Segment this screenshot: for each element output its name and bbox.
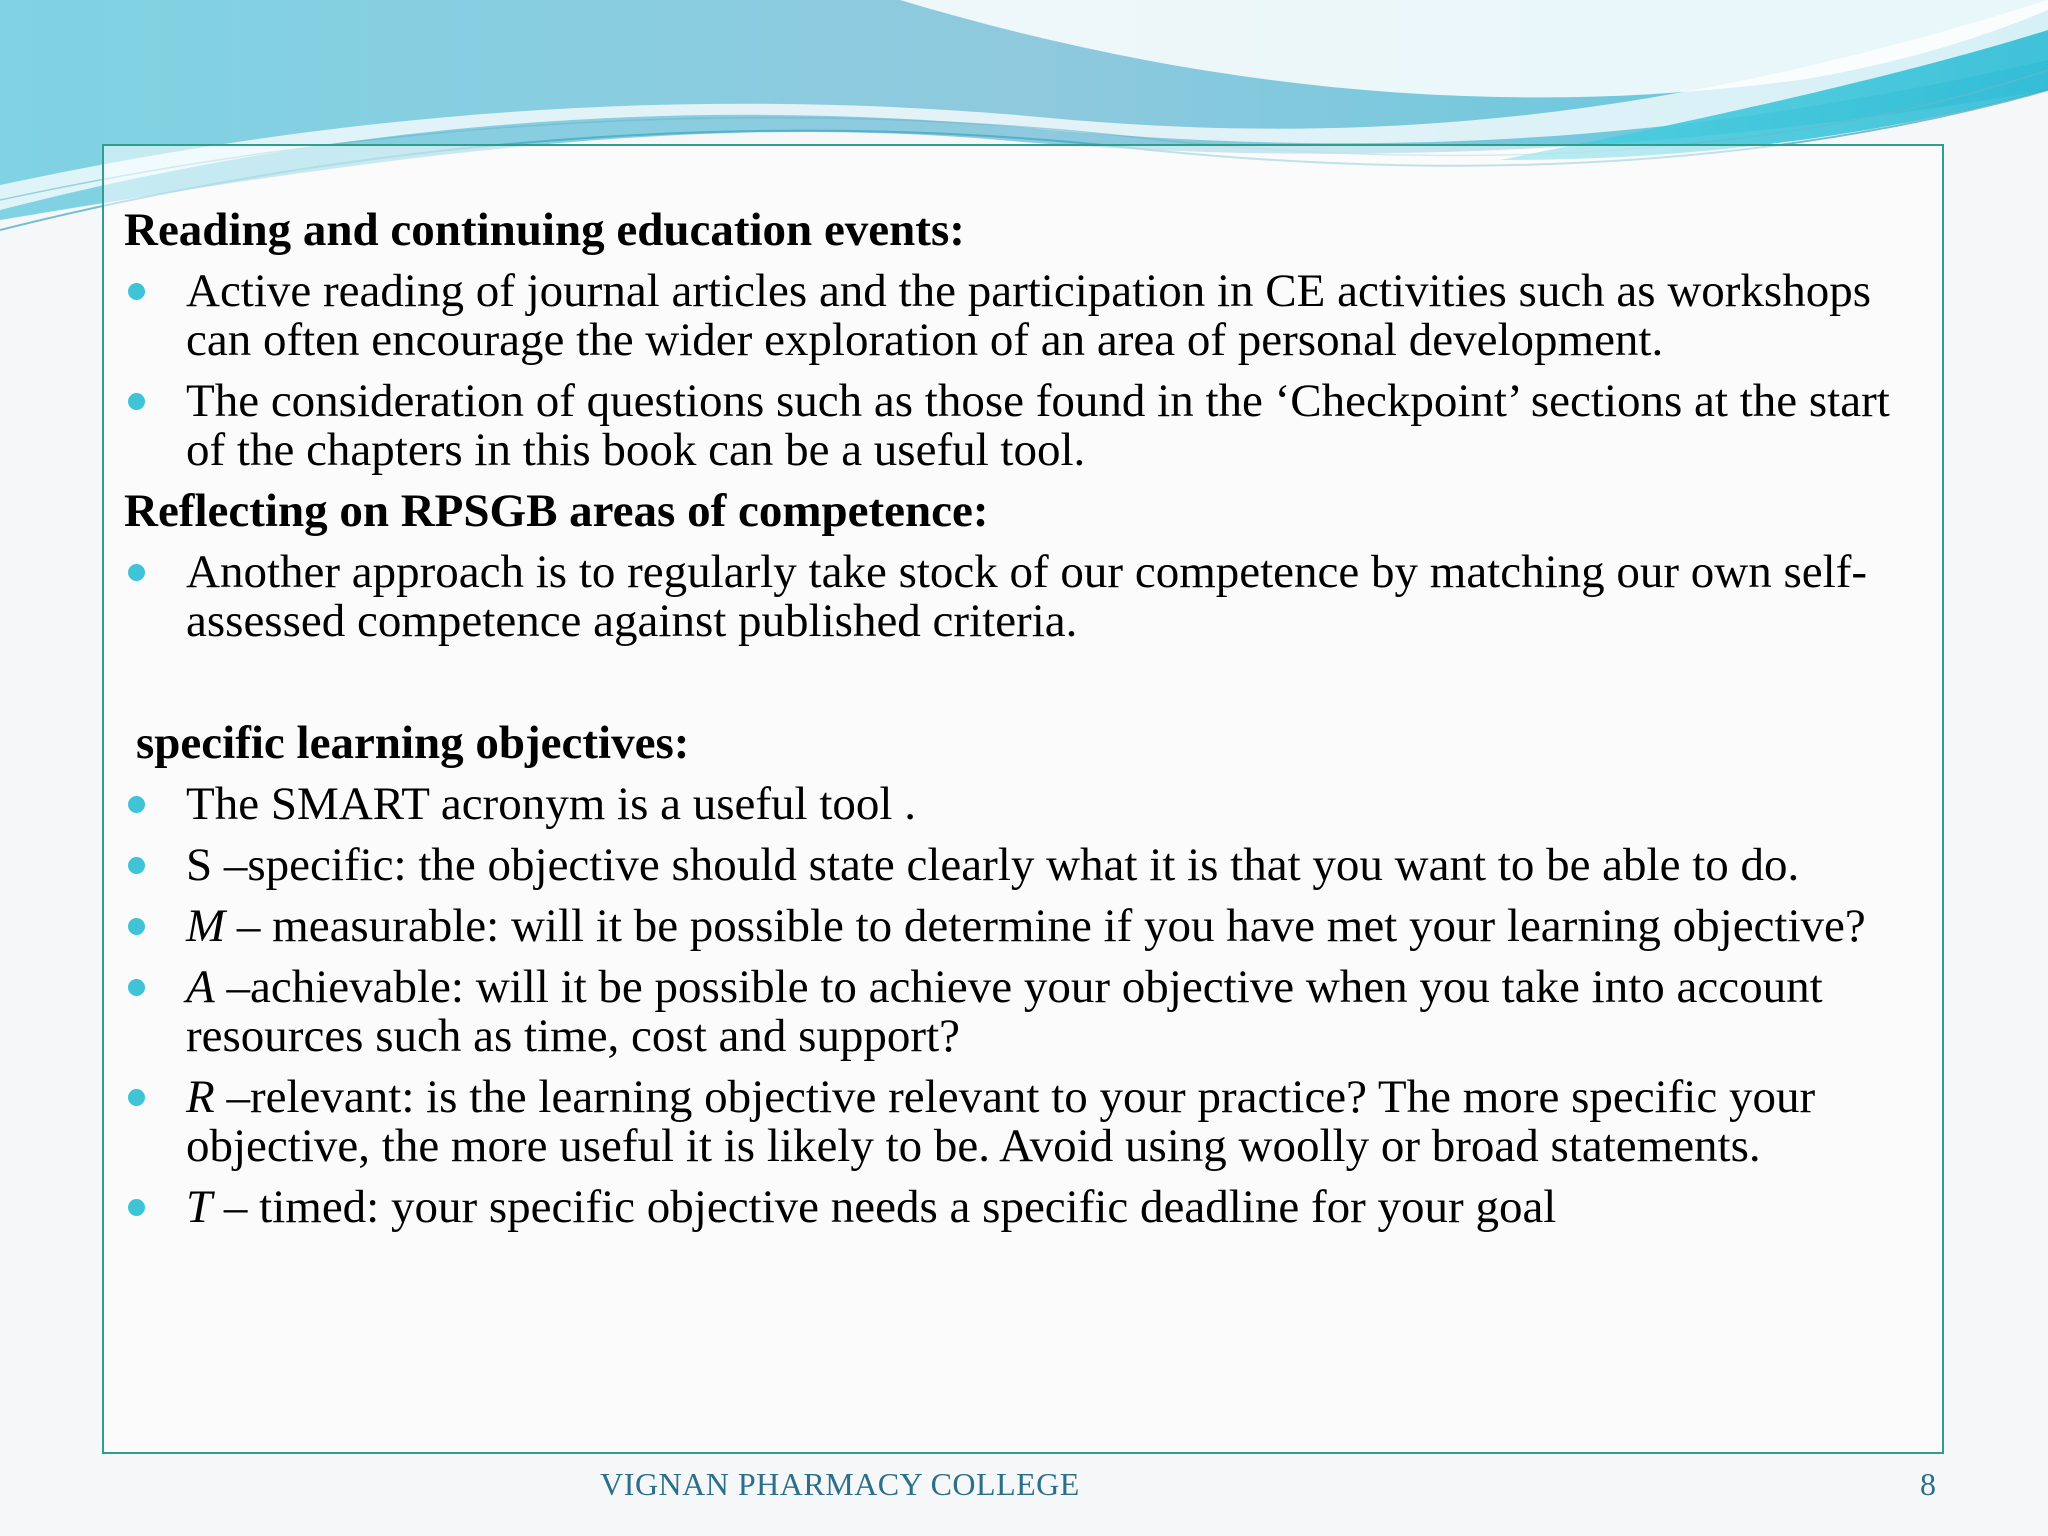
list-item: The consideration of questions such as those found in the ‘Checkpoint’ sections at the start of the chapters in this book can be a useful tool.	[124, 377, 1924, 475]
bullet-icon	[128, 1089, 145, 1106]
list-item: The SMART acronym is a useful tool .	[124, 780, 1924, 829]
bullet-icon	[128, 1199, 145, 1216]
bullet-icon	[128, 283, 145, 300]
bullet-icon	[128, 796, 145, 813]
list-item: S –specific: the objective should state clearly what it is that you want to be able to do.	[124, 841, 1924, 890]
section-heading-objectives: specific learning objectives:	[136, 717, 690, 769]
list-item: M – measurable: will it be possible to determine if you have met your learning objective?	[124, 902, 1924, 951]
page-number: 8	[1920, 1466, 1936, 1502]
spacer	[124, 658, 1924, 719]
bullet-icon	[128, 979, 145, 996]
slide-content	[124, 206, 1924, 1244]
section-heading-rpsgb: Reflecting on RPSGB areas of competence:	[124, 485, 989, 537]
list-item: Active reading of journal articles and the participation in CE activities such as workshops can often encourage the wider exploration of an area of personal development.	[124, 267, 1924, 365]
bullet-list-rpsgb	[124, 548, 1924, 646]
smart-letter: R	[186, 1071, 215, 1123]
list-item: T – timed: your specific objective needs a specific deadline for your goal	[124, 1183, 1924, 1232]
list-item: Another approach is to regularly take stock of our competence by matching our own self-assessed competence against published criteria.	[124, 548, 1924, 646]
list-item: A –achievable: will it be possible to achieve your objective when you take into account resources such as time, cost and support?	[124, 963, 1924, 1061]
footer-college-name: VIGNAN PHARMACY COLLEGE	[600, 1466, 1080, 1502]
smart-letter: T	[186, 1181, 213, 1233]
bullet-icon	[128, 857, 145, 874]
smart-letter: A	[186, 961, 215, 1013]
bullet-icon	[128, 393, 145, 410]
list-item: R –relevant: is the learning objective relevant to your practice? The more specific your objective, the more useful it is likely to be. Avoid using woolly or broad statements.	[124, 1073, 1924, 1171]
bullet-list-objectives	[124, 780, 1924, 1232]
section-heading-reading: Reading and continuing education events:	[124, 204, 965, 256]
smart-letter: M	[186, 900, 226, 952]
bullet-icon	[128, 918, 145, 935]
bullet-icon	[128, 564, 145, 581]
bullet-list-reading	[124, 267, 1924, 475]
